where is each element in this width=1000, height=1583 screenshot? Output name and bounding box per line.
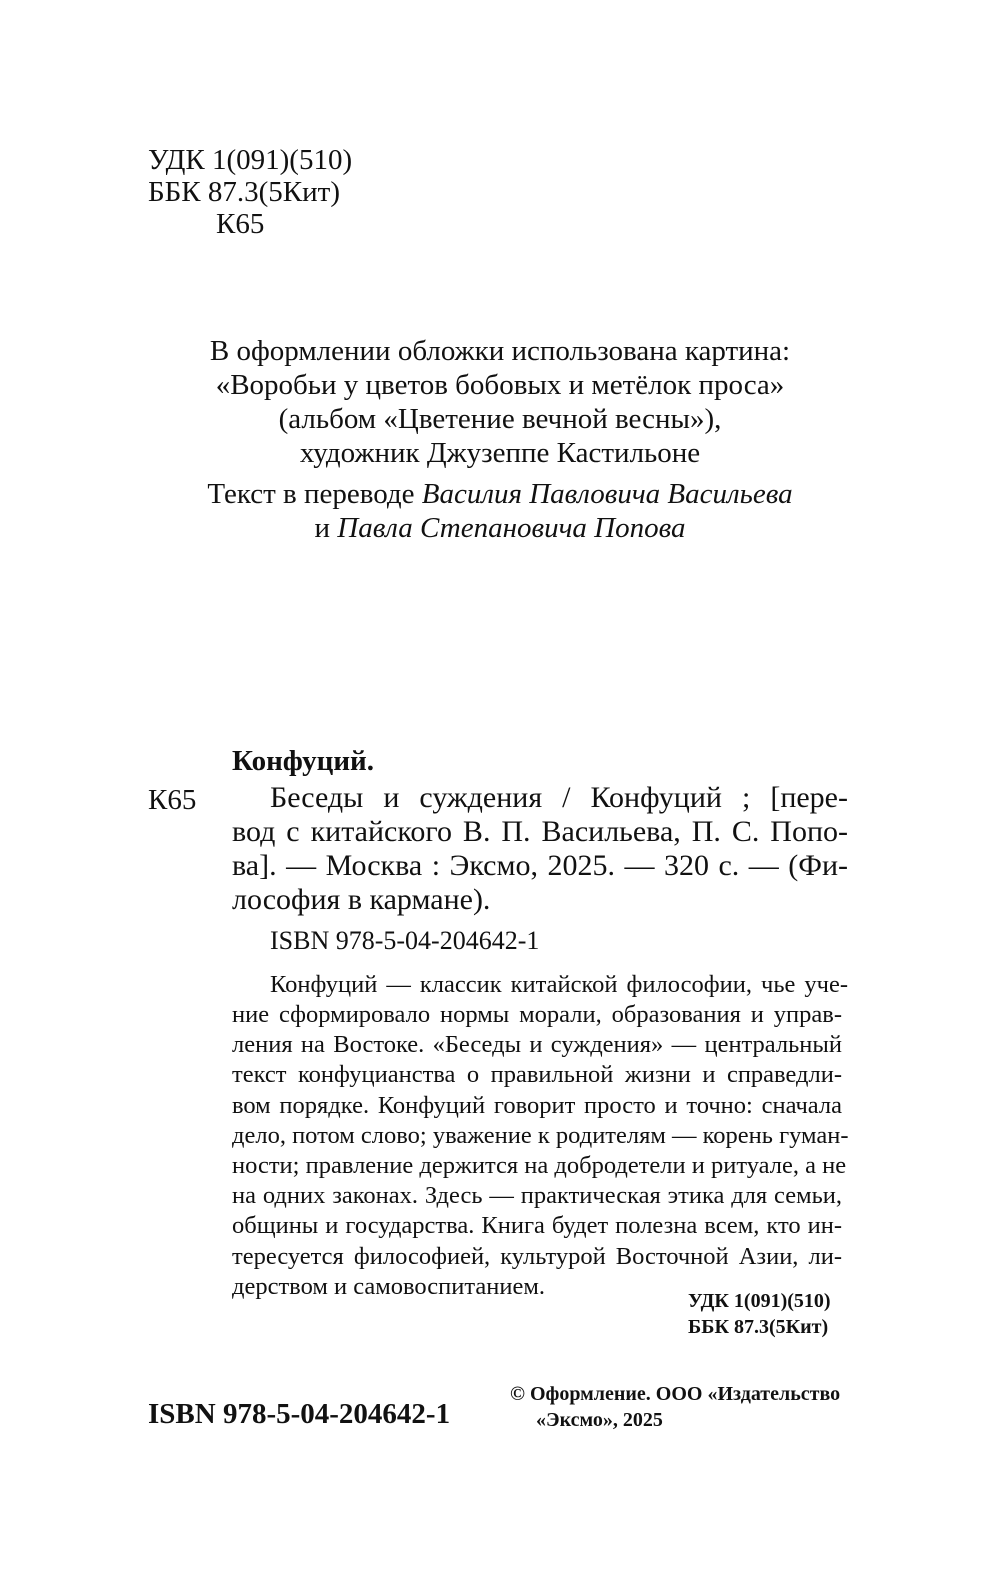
author-mark-top: К65 [216,208,265,240]
annotation-line: дерством и самовоспитанием. [232,1272,545,1300]
annotation-line: дело, потом слово; уважение к родителям — корень гуман- [232,1121,849,1149]
annotation-line: текст конфуцианства о правильной жизни и справедли- [232,1061,842,1089]
bibliographic-description [270,781,848,815]
bib-line: вод с китайского В. П. Васильева, П. С. Попо- [232,815,848,848]
author-mark-code: К65 [148,784,197,816]
bibliographic-description-cont [232,815,848,917]
bbk-code-bottom: ББК 87.3(5Кит) [688,1316,829,1338]
translation-line-1 [0,477,1000,511]
copyright-line-1: © Оформление. ООО «Издательство [510,1383,841,1405]
isbn-in-entry: ISBN 978-5-04-204642-1 [270,926,540,955]
bbk-code-top: ББК 87.3(5Кит) [148,176,340,208]
cover-credit-line: В оформлении обложки использована картина: [209,335,791,367]
cover-credit-line: (альбом «Цветение вечной весны»), [278,403,722,435]
bib-line: лософия в кармане). [232,883,491,916]
translator-name: Василия Павловича Васильева [421,478,793,510]
bib-line: Беседы и суждения / Конфуций ; [пере- [270,781,848,814]
annotation-line: ние сформировало нормы морали, образования и управ- [232,1001,842,1028]
annotation-line: ности; правление держится на добродетели и ритуале, а не [232,1152,847,1180]
cover-credit-line: художник Джузеппе Кастильоне [299,437,701,469]
isbn-footer: ISBN 978-5-04-204642-1 [148,1398,451,1430]
annotation-line: вом порядке. Конфуций говорит просто и точно: сначала [232,1091,842,1119]
cover-credit-line: «Воробьи у цветов бобовых и метёлок проса» [215,369,785,401]
annotation [232,1000,849,1302]
annotation-line: тересуется философией, культурой Восточной Азии, ли- [232,1242,842,1270]
translation-prefix: Текст в переводе [207,478,422,510]
annotation-first [270,970,848,1000]
author-heading: Конфуций. [232,745,375,777]
annotation-line: ления на Востоке. «Беседы и суждения» — центральный [232,1031,842,1059]
translation-line-2 [0,511,1000,545]
annotation-line: Конфуций — классик китайской философии, чье уче- [270,971,848,998]
udk-code-bottom: УДК 1(091)(510) [688,1290,831,1312]
cover-credit [0,334,1000,470]
translation-prefix: и [314,512,338,544]
translator-name: Павла Степановича Попова [337,512,686,544]
bib-line: ва]. — Москва : Эксмо, 2025. — 320 с. — (Фи- [232,849,848,882]
annotation-line: общины и государства. Книга будет полезна всем, кто ин- [232,1212,842,1240]
annotation-line: на одних законах. Здесь — практическая этика для семьи, [232,1182,842,1210]
copyright-line-2: «Эксмо», 2025 [536,1409,663,1431]
udk-code-top: УДК 1(091)(510) [148,144,353,176]
translation-credit [0,477,1000,545]
